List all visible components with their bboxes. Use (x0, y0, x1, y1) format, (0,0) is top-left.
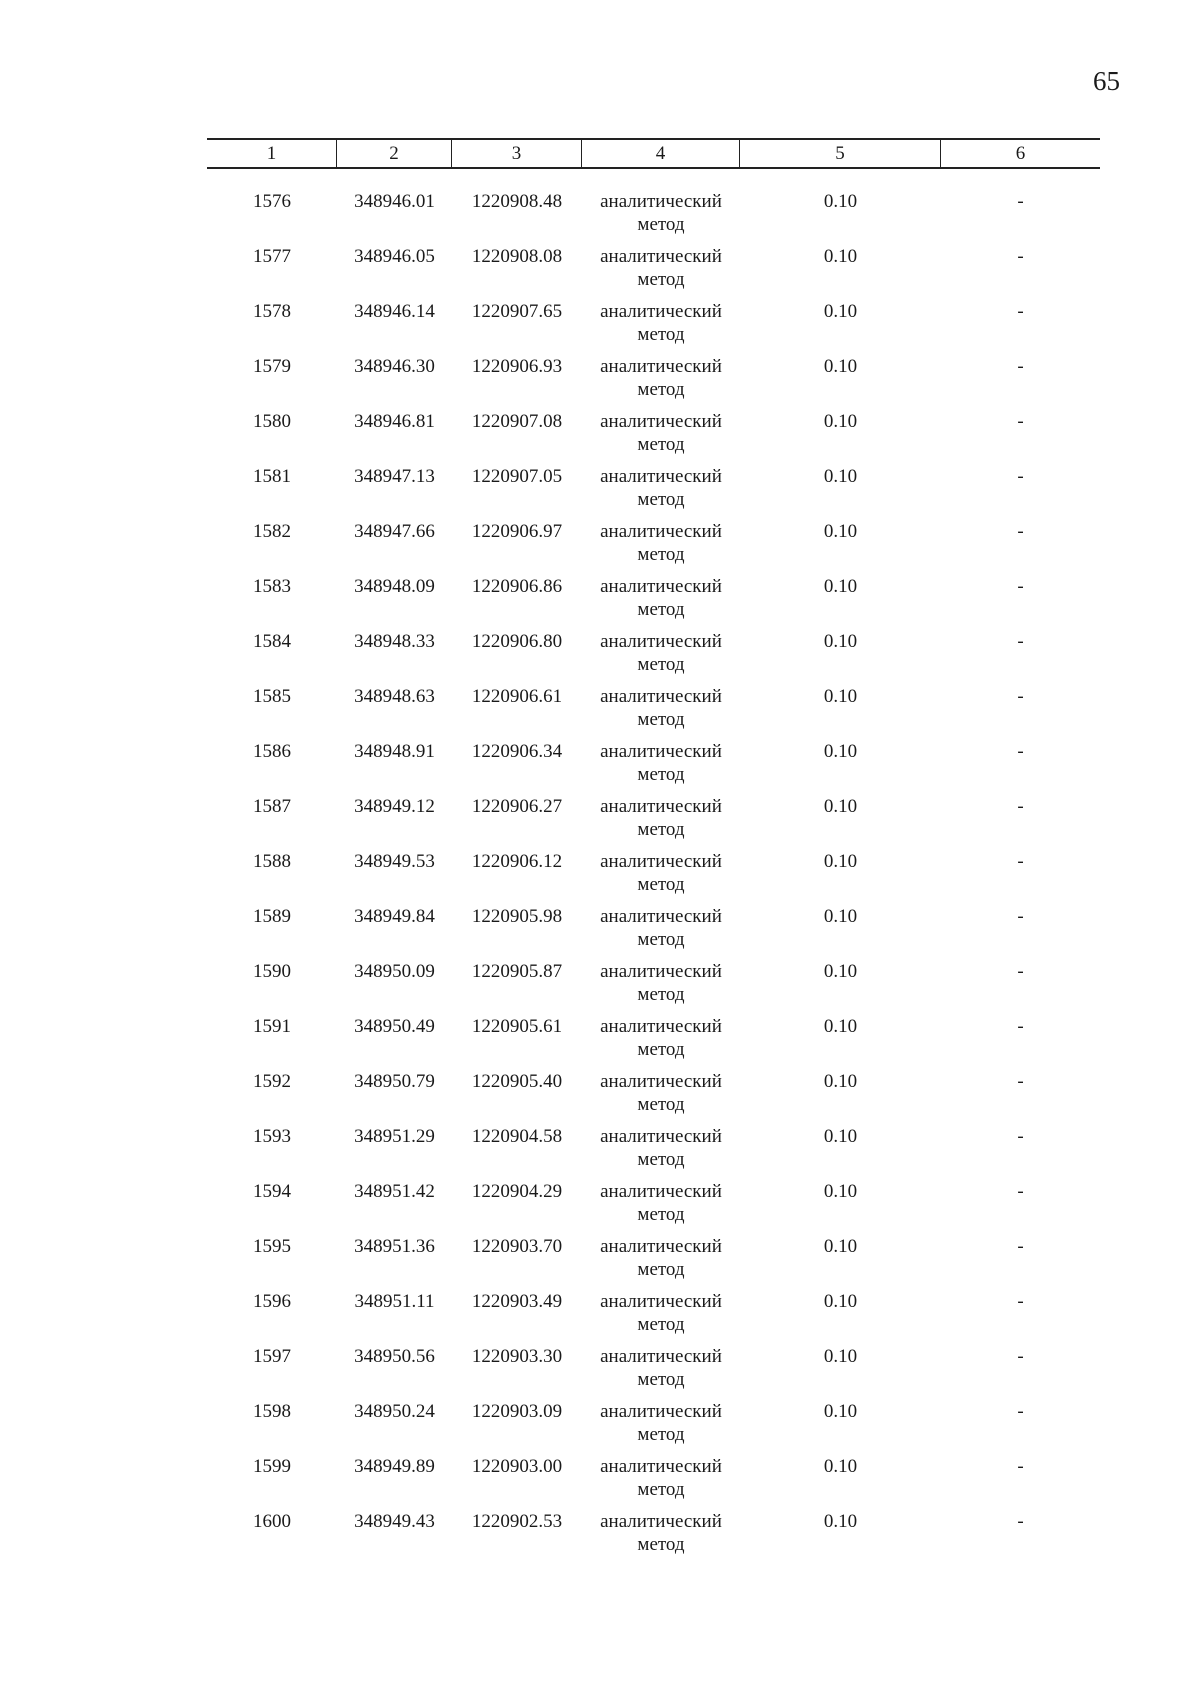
coordinate-y-cell: 1220906.80 (471, 631, 563, 652)
method-cell (582, 520, 740, 575)
method-line-2: метод (637, 1259, 685, 1280)
table-row (207, 520, 1100, 575)
note-cell: - (1017, 356, 1024, 377)
coordinate-x-cell: 348946.30 (354, 356, 435, 377)
table-row (207, 355, 1100, 410)
point-number-cell: 1586 (253, 741, 291, 762)
method-line-1: аналитический (600, 1291, 722, 1312)
note-cell: - (1017, 1181, 1024, 1202)
method-line-2: метод (637, 984, 685, 1005)
coordinate-x-cell: 348951.36 (354, 1236, 435, 1257)
method-line-1: аналитический (600, 246, 722, 267)
accuracy-cell: 0.10 (823, 961, 858, 982)
accuracy-cell: 0.10 (823, 1346, 858, 1367)
point-number-cell: 1595 (253, 1236, 291, 1257)
accuracy-cell: 0.10 (823, 1016, 858, 1037)
accuracy-cell: 0.10 (823, 576, 858, 597)
coordinate-x-cell: 348950.56 (354, 1346, 435, 1367)
coordinate-x-cell: 348950.79 (354, 1071, 435, 1092)
method-line-2: метод (637, 929, 685, 950)
accuracy-cell: 0.10 (823, 1511, 858, 1532)
coordinate-x-cell: 348946.01 (354, 191, 435, 212)
accuracy-cell: 0.10 (823, 411, 858, 432)
note-cell: - (1017, 1236, 1024, 1257)
point-number-cell: 1600 (253, 1511, 291, 1532)
coordinate-x-cell: 348949.12 (354, 796, 435, 817)
coordinate-x-cell: 348949.43 (354, 1511, 435, 1532)
table-row (207, 245, 1100, 300)
accuracy-cell: 0.10 (823, 851, 858, 872)
method-cell (582, 355, 740, 410)
note-cell: - (1017, 191, 1024, 212)
table-row (207, 905, 1100, 960)
coordinate-x-cell: 348949.53 (354, 851, 435, 872)
method-line-2: метод (637, 1369, 685, 1390)
table-row (207, 190, 1100, 245)
note-cell: - (1017, 906, 1024, 927)
method-line-2: метод (637, 654, 685, 675)
coordinate-x-cell: 348950.09 (354, 961, 435, 982)
method-line-1: аналитический (600, 1401, 722, 1422)
point-number-cell: 1588 (253, 851, 291, 872)
coordinate-x-cell: 348948.33 (354, 631, 435, 652)
method-line-1: аналитический (600, 191, 722, 212)
coordinate-x-cell: 348946.05 (354, 246, 435, 267)
method-cell (582, 1345, 740, 1400)
note-cell: - (1017, 576, 1024, 597)
coordinate-y-cell: 1220905.98 (471, 906, 563, 927)
coordinate-y-cell: 1220903.30 (471, 1346, 563, 1367)
coordinate-y-cell: 1220906.86 (471, 576, 563, 597)
table-row (207, 1180, 1100, 1235)
coordinate-y-cell: 1220907.65 (471, 301, 563, 322)
coordinate-y-cell: 1220904.29 (471, 1181, 563, 1202)
coordinate-x-cell: 348948.09 (354, 576, 435, 597)
table-row (207, 740, 1100, 795)
method-line-2: метод (637, 1534, 685, 1555)
method-line-1: аналитический (600, 1181, 722, 1202)
coordinate-y-cell: 1220907.08 (471, 411, 563, 432)
table-row (207, 1455, 1100, 1510)
note-cell: - (1017, 411, 1024, 432)
method-line-2: метод (637, 379, 685, 400)
point-number-cell: 1599 (253, 1456, 291, 1477)
column-header-2: 2 (337, 140, 452, 167)
coordinate-x-cell: 348949.84 (354, 906, 435, 927)
method-line-1: аналитический (600, 411, 722, 432)
method-line-1: аналитический (600, 686, 722, 707)
note-cell: - (1017, 1511, 1024, 1532)
point-number-cell: 1590 (253, 961, 291, 982)
coordinate-y-cell: 1220908.48 (471, 191, 563, 212)
method-line-2: метод (637, 214, 685, 235)
accuracy-cell: 0.10 (823, 906, 858, 927)
point-number-cell: 1584 (253, 631, 291, 652)
table-row (207, 795, 1100, 850)
method-line-1: аналитический (600, 961, 722, 982)
table-row (207, 1400, 1100, 1455)
coordinate-y-cell: 1220906.12 (471, 851, 563, 872)
point-number-cell: 1592 (253, 1071, 291, 1092)
method-line-2: метод (637, 1479, 685, 1500)
method-line-1: аналитический (600, 1346, 722, 1367)
method-line-2: метод (637, 819, 685, 840)
method-cell (582, 1125, 740, 1180)
coordinate-y-cell: 1220906.34 (471, 741, 563, 762)
accuracy-cell: 0.10 (823, 631, 858, 652)
table-row (207, 630, 1100, 685)
note-cell: - (1017, 466, 1024, 487)
method-cell (582, 1235, 740, 1290)
coordinate-y-cell: 1220906.93 (471, 356, 563, 377)
point-number-cell: 1596 (253, 1291, 291, 1312)
page-number: 65 (1093, 66, 1120, 96)
method-cell (582, 1290, 740, 1345)
accuracy-cell: 0.10 (823, 741, 858, 762)
method-line-1: аналитический (600, 1126, 722, 1147)
method-line-2: метод (637, 1204, 685, 1225)
table-row (207, 685, 1100, 740)
method-cell (582, 795, 740, 850)
method-cell (582, 1070, 740, 1125)
coordinate-x-cell: 348946.14 (354, 301, 435, 322)
note-cell: - (1017, 1346, 1024, 1367)
method-cell (582, 905, 740, 960)
method-line-1: аналитический (600, 576, 722, 597)
method-cell (582, 960, 740, 1015)
coordinate-x-cell: 348948.63 (354, 686, 435, 707)
method-cell (582, 1180, 740, 1235)
coordinate-x-cell: 348951.11 (354, 1291, 435, 1312)
method-line-2: метод (637, 764, 685, 785)
accuracy-cell: 0.10 (823, 191, 858, 212)
table-row (207, 1345, 1100, 1400)
method-line-1: аналитический (600, 1071, 722, 1092)
coordinate-y-cell: 1220903.49 (471, 1291, 563, 1312)
point-number-cell: 1576 (253, 191, 291, 212)
coordinate-x-cell: 348951.42 (354, 1181, 435, 1202)
method-line-2: метод (637, 489, 685, 510)
note-cell: - (1017, 741, 1024, 762)
method-line-1: аналитический (600, 851, 722, 872)
accuracy-cell: 0.10 (823, 1456, 858, 1477)
note-cell: - (1017, 1016, 1024, 1037)
point-number-cell: 1598 (253, 1401, 291, 1422)
table-row (207, 960, 1100, 1015)
note-cell: - (1017, 1456, 1024, 1477)
method-cell (582, 740, 740, 795)
method-line-1: аналитический (600, 1236, 722, 1257)
accuracy-cell: 0.10 (823, 1291, 858, 1312)
note-cell: - (1017, 961, 1024, 982)
table-row (207, 410, 1100, 465)
method-cell (582, 245, 740, 300)
table-row (207, 1290, 1100, 1345)
method-line-2: метод (637, 434, 685, 455)
coordinate-x-cell: 348946.81 (354, 411, 435, 432)
note-cell: - (1017, 1126, 1024, 1147)
accuracy-cell: 0.10 (823, 246, 858, 267)
coordinate-x-cell: 348950.24 (354, 1401, 435, 1422)
method-line-2: метод (637, 1149, 685, 1170)
method-line-1: аналитический (600, 1511, 722, 1532)
table-row (207, 1235, 1100, 1290)
coordinate-y-cell: 1220908.08 (471, 246, 563, 267)
table-row (207, 300, 1100, 355)
point-number-cell: 1580 (253, 411, 291, 432)
point-number-cell: 1578 (253, 301, 291, 322)
note-cell: - (1017, 796, 1024, 817)
table-row (207, 850, 1100, 905)
method-line-2: метод (637, 1094, 685, 1115)
point-number-cell: 1591 (253, 1016, 291, 1037)
method-cell (582, 850, 740, 905)
coordinate-y-cell: 1220905.61 (471, 1016, 563, 1037)
method-line-2: метод (637, 709, 685, 730)
note-cell: - (1017, 1071, 1024, 1092)
method-line-2: метод (637, 544, 685, 565)
table-row (207, 1125, 1100, 1180)
note-cell: - (1017, 631, 1024, 652)
method-line-2: метод (637, 1314, 685, 1335)
coordinates-table (207, 138, 1100, 1565)
point-number-cell: 1582 (253, 521, 291, 542)
method-line-1: аналитический (600, 301, 722, 322)
method-cell (582, 465, 740, 520)
coordinate-y-cell: 1220905.40 (471, 1071, 563, 1092)
method-line-1: аналитический (600, 356, 722, 377)
point-number-cell: 1579 (253, 356, 291, 377)
point-number-cell: 1587 (253, 796, 291, 817)
note-cell: - (1017, 521, 1024, 542)
method-line-1: аналитический (600, 521, 722, 542)
note-cell: - (1017, 1401, 1024, 1422)
accuracy-cell: 0.10 (823, 1401, 858, 1422)
method-line-1: аналитический (600, 631, 722, 652)
coordinate-x-cell: 348948.91 (354, 741, 435, 762)
method-line-2: метод (637, 1424, 685, 1445)
accuracy-cell: 0.10 (823, 1236, 858, 1257)
table-row (207, 1510, 1100, 1565)
method-line-2: метод (637, 1039, 685, 1060)
coordinate-y-cell: 1220904.58 (471, 1126, 563, 1147)
coordinate-y-cell: 1220906.97 (471, 521, 563, 542)
table-body (207, 169, 1100, 1565)
table-row (207, 1070, 1100, 1125)
method-cell (582, 685, 740, 740)
method-line-1: аналитический (600, 1456, 722, 1477)
method-cell (582, 1455, 740, 1510)
coordinate-x-cell: 348949.89 (354, 1456, 435, 1477)
method-cell (582, 300, 740, 355)
accuracy-cell: 0.10 (823, 356, 858, 377)
point-number-cell: 1594 (253, 1181, 291, 1202)
note-cell: - (1017, 851, 1024, 872)
method-cell (582, 1510, 740, 1565)
method-cell (582, 190, 740, 245)
method-line-1: аналитический (600, 906, 722, 927)
accuracy-cell: 0.10 (823, 1071, 858, 1092)
coordinate-y-cell: 1220903.00 (471, 1456, 563, 1477)
column-header-1: 1 (207, 140, 337, 167)
coordinate-y-cell: 1220903.09 (471, 1401, 563, 1422)
column-header-6: 6 (1015, 143, 1026, 164)
coordinate-y-cell: 1220903.70 (471, 1236, 563, 1257)
method-line-1: аналитический (600, 1016, 722, 1037)
accuracy-cell: 0.10 (823, 796, 858, 817)
point-number-cell: 1577 (253, 246, 291, 267)
note-cell: - (1017, 1291, 1024, 1312)
method-cell (582, 1400, 740, 1455)
point-number-cell: 1589 (253, 906, 291, 927)
accuracy-cell: 0.10 (823, 1126, 858, 1147)
coordinate-y-cell: 1220905.87 (471, 961, 563, 982)
note-cell: - (1017, 301, 1024, 322)
point-number-cell: 1585 (253, 686, 291, 707)
note-cell: - (1017, 686, 1024, 707)
point-number-cell: 1583 (253, 576, 291, 597)
table-row (207, 1015, 1100, 1070)
point-number-cell: 1581 (253, 466, 291, 487)
coordinate-x-cell: 348950.49 (354, 1016, 435, 1037)
column-header-3: 3 (452, 140, 582, 167)
accuracy-cell: 0.10 (823, 1181, 858, 1202)
method-line-1: аналитический (600, 741, 722, 762)
column-header-4: 4 (582, 140, 740, 167)
note-cell: - (1017, 246, 1024, 267)
point-number-cell: 1593 (253, 1126, 291, 1147)
coordinate-y-cell: 1220906.61 (471, 686, 563, 707)
method-cell (582, 630, 740, 685)
table-header-row (207, 138, 1100, 169)
table-row (207, 575, 1100, 630)
accuracy-cell: 0.10 (823, 521, 858, 542)
coordinate-x-cell: 348951.29 (354, 1126, 435, 1147)
method-cell (582, 410, 740, 465)
point-number-cell: 1597 (253, 1346, 291, 1367)
accuracy-cell: 0.10 (823, 466, 858, 487)
method-line-2: метод (637, 874, 685, 895)
method-line-2: метод (637, 269, 685, 290)
coordinate-y-cell: 1220902.53 (471, 1511, 563, 1532)
method-cell (582, 575, 740, 630)
column-header-5: 5 (740, 140, 941, 167)
method-line-2: метод (637, 599, 685, 620)
method-line-2: метод (637, 324, 685, 345)
accuracy-cell: 0.10 (823, 301, 858, 322)
method-line-1: аналитический (600, 796, 722, 817)
table-row (207, 465, 1100, 520)
coordinate-y-cell: 1220906.27 (471, 796, 563, 817)
coordinate-x-cell: 348947.13 (354, 466, 435, 487)
coordinate-x-cell: 348947.66 (354, 521, 435, 542)
method-cell (582, 1015, 740, 1070)
accuracy-cell: 0.10 (823, 686, 858, 707)
method-line-1: аналитический (600, 466, 722, 487)
coordinate-y-cell: 1220907.05 (471, 466, 563, 487)
